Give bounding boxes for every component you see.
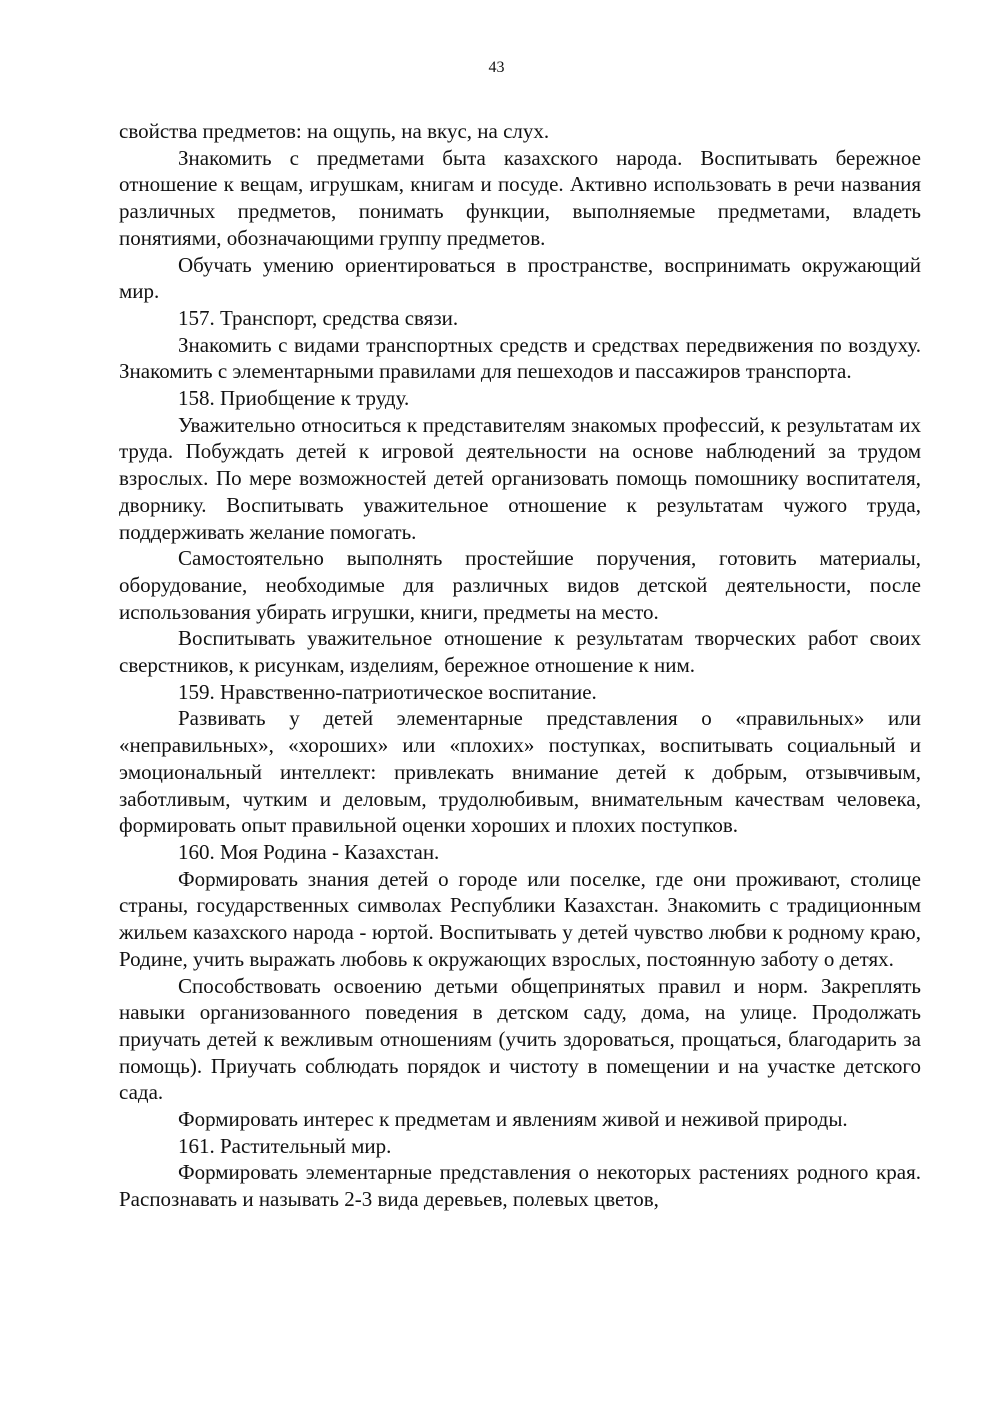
paragraph: Самостоятельно выполнять простейшие поручения, готовить материалы, оборудование, необходимые для различных видов детской деятельности, после использования убирать игрушки, книги, предметы на место. bbox=[119, 546, 921, 624]
section-heading: 157. Транспорт, средства связи. bbox=[178, 305, 459, 330]
section-heading: 161. Растительный мир. bbox=[178, 1133, 392, 1158]
section-heading: 160. Моя Родина - Казахстан. bbox=[178, 839, 440, 864]
paragraph: Формировать интерес к предметам и явлениям живой и неживой природы. bbox=[178, 1107, 848, 1132]
section-heading: 159. Нравственно-патриотическое воспитание. bbox=[178, 679, 597, 704]
paragraph: Знакомить с предметами быта казахского народа. Воспитывать бережное отношение к вещам, игрушкам, книгам и посуде. Активно использовать в речи названия различных предметов, понимать функции, выполняемые предметами, владеть понятиями, обозначающими группу предметов. bbox=[119, 145, 921, 250]
page-number: 43 bbox=[488, 59, 505, 76]
body-text bbox=[119, 118, 921, 1213]
paragraph: Обучать умению ориентироваться в пространстве, воспринимать окружающий мир. bbox=[119, 252, 921, 304]
paragraph: Развивать у детей элементарные представления о «правильных» или «неправильных», «хороших» или «плохих» поступках, воспитывать социальный и эмоциональный интеллект: привлекать внимание детей к добрым, отзывчивым, заботливым, чутким и деловым, трудолюбивым, внимательным качествам человека, формировать опыт правильной оценки хороших и плохих поступков. bbox=[119, 706, 921, 838]
paragraph: свойства предметов: на ощупь, на вкус, на слух. bbox=[119, 119, 550, 143]
paragraph: Способствовать освоению детьми общепринятых правил и норм. Закреплять навыки организованного поведения в детском саду, дома, на улице. Продолжать приучать детей к вежливым отношениям (учить здороваться, прощаться, благодарить за помощь). Приучать соблюдать порядок и чистоту в помещении и на участке детского сада. bbox=[119, 973, 921, 1105]
paragraph: Формировать элементарные представления о некоторых растениях родного края. Распознавать и называть 2-3 вида деревьев, полевых цветов, bbox=[119, 1160, 921, 1212]
section-heading: 158. Приобщение к труду. bbox=[178, 386, 410, 411]
paragraph: Уважительно относиться к представителям знакомых профессий, к результатам их труда. Побуждать детей к игровой деятельности на основе наблюдений за трудом взрослых. По мере возможностей детей организовать помощь помошнику воспитателя, дворнику. Воспитывать уважительное отношение к результатам чужого труда, поддерживать желание помогать. bbox=[119, 412, 921, 544]
paragraph: Знакомить с видами транспортных средств и средствах передвижения по воздуху. Знакомить с элементарными правилами для пешеходов и пассажиров транспорта. bbox=[119, 332, 921, 384]
paragraph: Формировать знания детей о городе или поселке, где они проживают, столице страны, государственных символах Республики Казахстан. Знакомить с традиционным жильем казахского народа - юртой. Воспитывать у детей чувство любви к родному краю, Родине, учить выражать любовь к окружающих взрослых, постоянную заботу о детях. bbox=[119, 866, 921, 971]
paragraph: Воспитывать уважительное отношение к результатам творческих работ своих сверстников, к рисункам, изделиям, бережное отношение к ним. bbox=[119, 626, 921, 678]
